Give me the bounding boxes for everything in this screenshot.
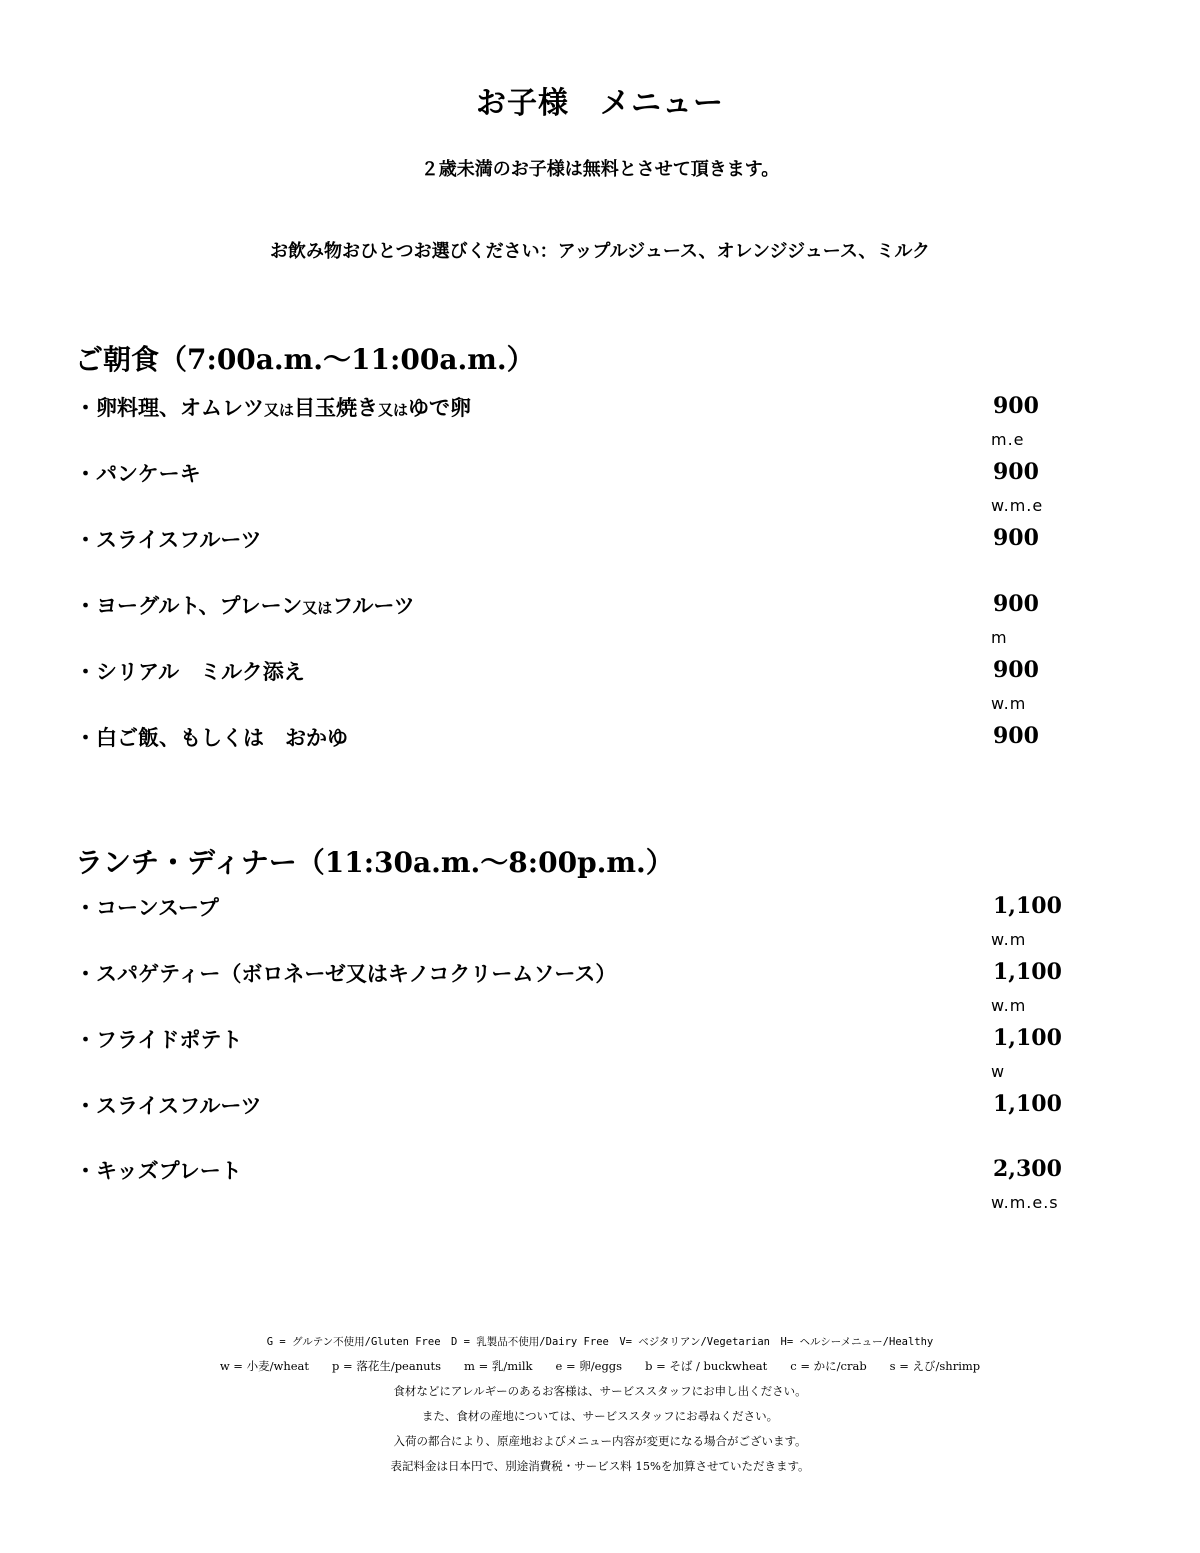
origin-notice: また、食材の産地については、サービススタッフにお尋ねください。 — [421, 1409, 779, 1423]
allergen-codes: m — [991, 628, 1008, 647]
allergen-codes: w.m.e — [991, 496, 1044, 515]
menu-item-name: ・白ご飯、もしくは おかゆ — [75, 725, 348, 750]
menu-item-price: 900 — [993, 591, 1039, 617]
menu-item-name: ・キッズプレート — [75, 1158, 242, 1183]
allergen-codes: w — [991, 1062, 1006, 1081]
menu-item-name: ・ヨーグルト、プレーン又はフルーツ — [75, 593, 415, 618]
lunch-dinner-section-title: ランチ・ディナー（11:30a.m.～8:00p.m.） — [75, 846, 674, 879]
menu-item-price: 900 — [993, 393, 1039, 419]
menu-item-name: ・パンケーキ — [75, 461, 201, 486]
breakfast-section-title: ご朝食（7:00a.m.～11:00a.m.） — [75, 343, 535, 376]
free-under-two-note: ２歳未満のお子様は無料とさせて頂きます。 — [420, 159, 780, 180]
allergen-codes: w.m — [991, 930, 1027, 949]
menu-item-price: 1,100 — [993, 959, 1062, 985]
menu-item-name: ・スパゲティー（ボロネーゼ又はキノコクリームソース） — [75, 961, 617, 986]
menu-item-price: 900 — [993, 657, 1039, 683]
menu-item-name: ・スライスフルーツ — [75, 527, 262, 552]
menu-title: お子様 メニュー — [476, 86, 724, 121]
allergen-codes: w.m — [991, 694, 1027, 713]
menu-item-price: 900 — [993, 459, 1039, 485]
allergen-codes: w.m — [991, 996, 1027, 1015]
allergen-codes: w.m.e.s — [991, 1193, 1059, 1212]
allergen-codes: m.e — [991, 430, 1025, 449]
menu-item-price: 900 — [993, 525, 1039, 551]
diet-legend: G = グルテン不使用/Gluten Free D = 乳製品不使用/Dairy Free V= ベジタリアン/Vegetarian H= ヘルシーメニュー/Healthy — [266, 1336, 934, 1348]
menu-item-price: 900 — [993, 723, 1039, 749]
menu-item-price: 2,300 — [993, 1156, 1062, 1182]
menu-item-price: 1,100 — [993, 1091, 1062, 1117]
price-notice: 表記料金は日本円で、別途消費税・サービス料 15%を加算させていただきます。 — [390, 1459, 810, 1473]
menu-item-name: ・シリアル ミルク添え — [75, 659, 305, 684]
change-notice: 入荷の都合により、原産地およびメニュー内容が変更になる場合がございます。 — [393, 1434, 807, 1448]
allergy-notice: 食材などにアレルギーのあるお客様は、サービススタッフにお申し出ください。 — [393, 1384, 807, 1398]
drink-choice-note: お飲み物おひとつお選びください：アップルジュース、オレンジジュース、ミルク — [269, 241, 931, 262]
menu-item-price: 1,100 — [993, 893, 1062, 919]
menu-item-name: ・フライドポテト — [75, 1027, 243, 1052]
menu-item-name: ・スライスフルーツ — [75, 1093, 262, 1118]
menu-item-price: 1,100 — [993, 1025, 1062, 1051]
menu-item-name: ・コーンスープ — [75, 895, 219, 920]
menu-item-name: ・卵料理、オムレツ又は目玉焼き又はゆで卵 — [75, 395, 472, 420]
allergen-legend: w = 小麦/wheat p = 落花生/peanuts m = 乳/milk e = 卵/eggs b = そば / buckwheat c = かに/crab s = えび/shrimp — [219, 1359, 981, 1373]
